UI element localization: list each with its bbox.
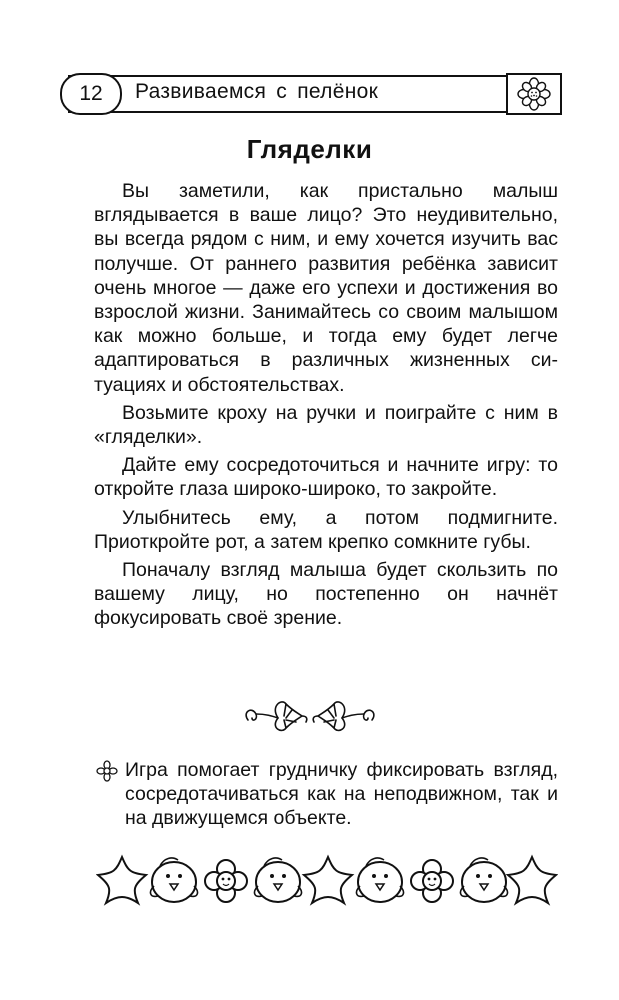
- paragraph: Возьмите кроху на ручки и поиграйте с ним в «гляделки».: [94, 401, 558, 449]
- page-header: [60, 73, 562, 115]
- decorative-border-icon: [96, 850, 558, 912]
- article-title: Гляделки: [246, 134, 373, 164]
- tip-text: Игра помогает грудничку фиксировать взгляд, сосредотачиваться как на неподвижном, так и на движущемся объекте.: [125, 759, 558, 830]
- flower-bullet-icon: [96, 760, 118, 782]
- page-number: 12: [60, 73, 122, 115]
- paragraph: Поначалу взгляд малыша будет скользить по вашему лицу, но постепенно он начнёт фокусировать своё зрение.: [94, 559, 558, 630]
- tip-note: [96, 758, 558, 831]
- paragraph: Дайте ему сосредоточиться и начните игру: то откройте глаза широко-широко, то закройте.: [94, 454, 558, 501]
- running-title: Развиваемся с пелёнок: [135, 80, 379, 103]
- paragraph: Улыбнитесь ему, а потом подмигните. Приоткройте рот, а затем крепко сомкните губы.: [94, 506, 558, 553]
- paragraph: Вы заметили, как пристально малыш вглядывается в ваше лицо? Это неудивительно, вы всегда рядом с ним, и ему хочется изучить вас получше. От раннего развития ребёнка зависит очень многое — даже его успехи и достижения во взрослой жизни. Занимайтесь со своим малышом как можно больше, и тогда ему будет легче адаптироваться в различных жизненных ситуациях и обстоятельствах.: [94, 180, 558, 396]
- flower-icon: [506, 73, 562, 115]
- floral-ornament-icon: [240, 690, 380, 740]
- article-body: [94, 179, 558, 635]
